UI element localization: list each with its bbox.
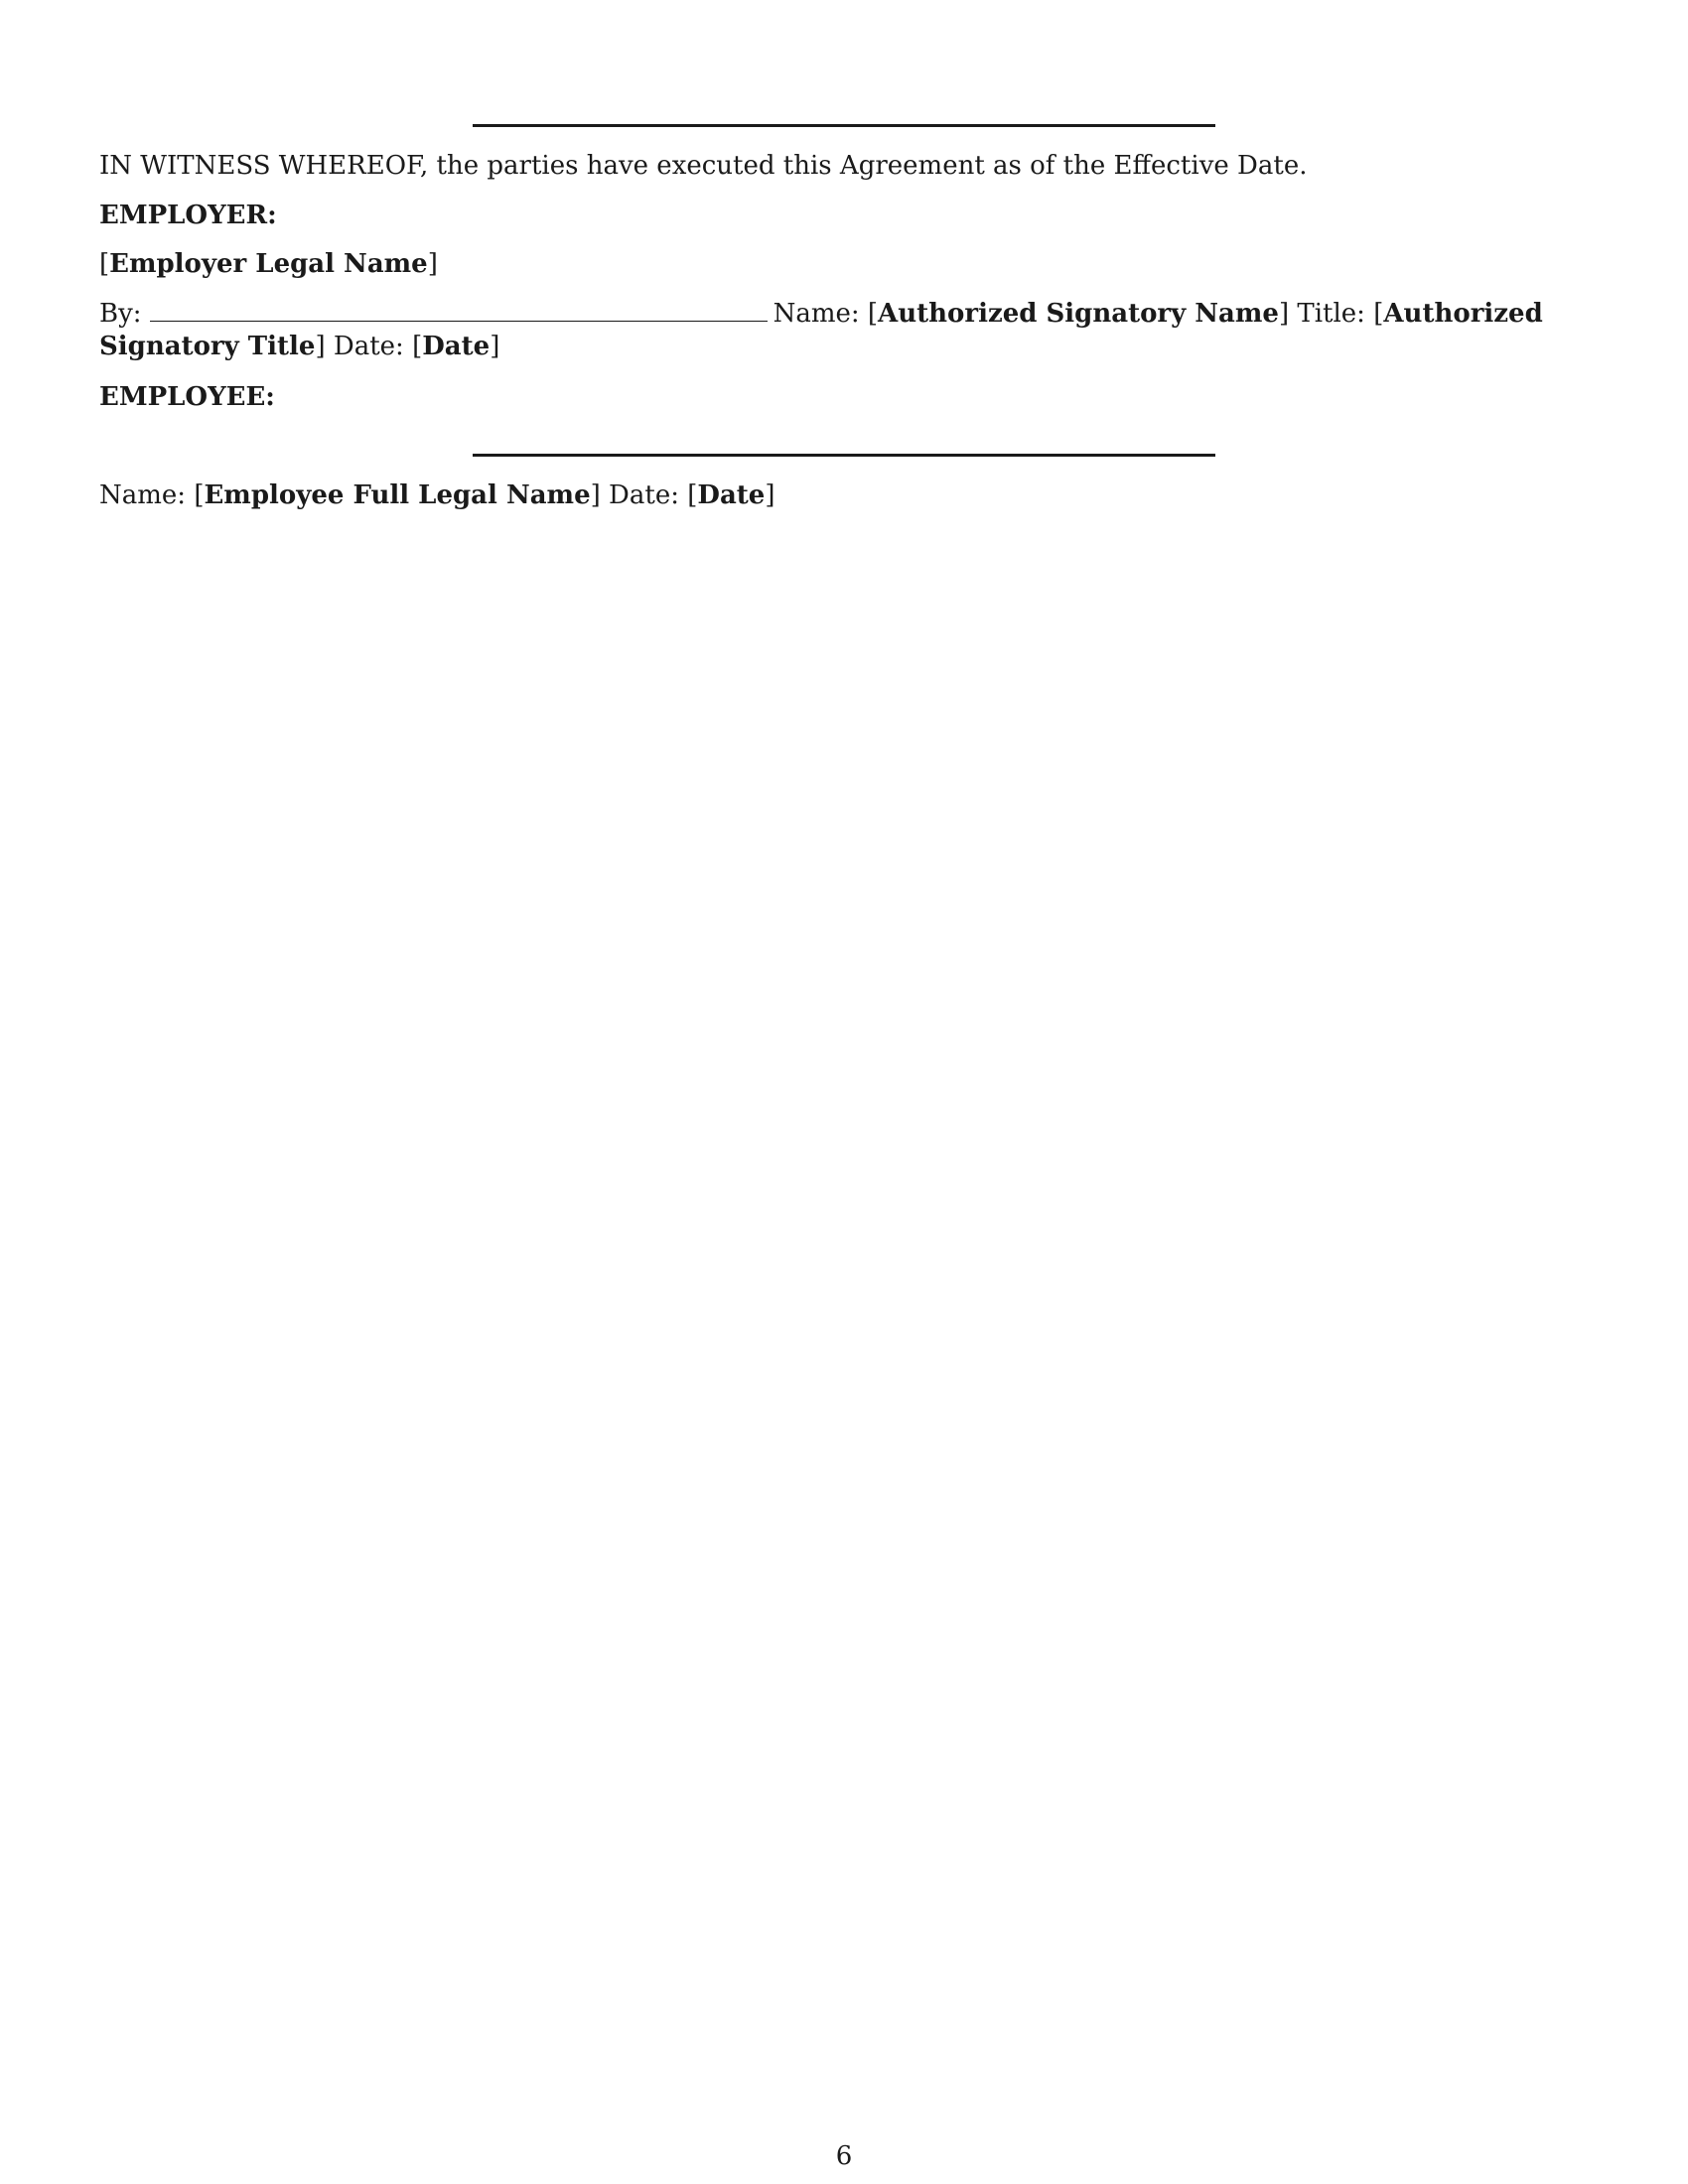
- employer-date-value: Date: [422, 332, 491, 361]
- employer-name-label: Name:: [773, 299, 860, 329]
- employee-name-label: Name:: [99, 480, 187, 510]
- by-label: By:: [99, 299, 142, 329]
- witness-statement: IN WITNESS WHEREOF, the parties have executed this Agreement as of the Effective Date.: [99, 151, 1308, 181]
- employee-name-date-line: Name: [Employee Full Legal Name] Date: [Date]: [99, 480, 775, 510]
- employee-full-name-value: Employee Full Legal Name: [204, 480, 591, 510]
- signatory-name-value: Authorized Signatory Name: [878, 299, 1279, 329]
- employer-legal-name: [Employer Legal Name]: [99, 249, 438, 279]
- employee-date-value: Date: [697, 480, 766, 510]
- employee-signature-line[interactable]: [473, 454, 1215, 457]
- employee-heading: EMPLOYEE:: [99, 382, 275, 412]
- employer-date-label: Date:: [333, 332, 404, 361]
- top-divider-rule: [473, 124, 1215, 127]
- signatory-title-value: Authorized Signatory Title: [99, 299, 1543, 361]
- employer-heading: EMPLOYER:: [99, 201, 277, 230]
- page-number: 6: [835, 2141, 853, 2171]
- employer-signature-block: By: Name: [Authorized Signatory Name] Title: [Authorized Signatory Title] Date: [Date]: [99, 299, 1543, 361]
- employer-signature-line[interactable]: [150, 297, 768, 322]
- employee-date-label: Date:: [609, 480, 679, 510]
- employer-legal-name-value: Employer Legal Name: [109, 249, 428, 279]
- employer-title-label: Title:: [1297, 299, 1365, 329]
